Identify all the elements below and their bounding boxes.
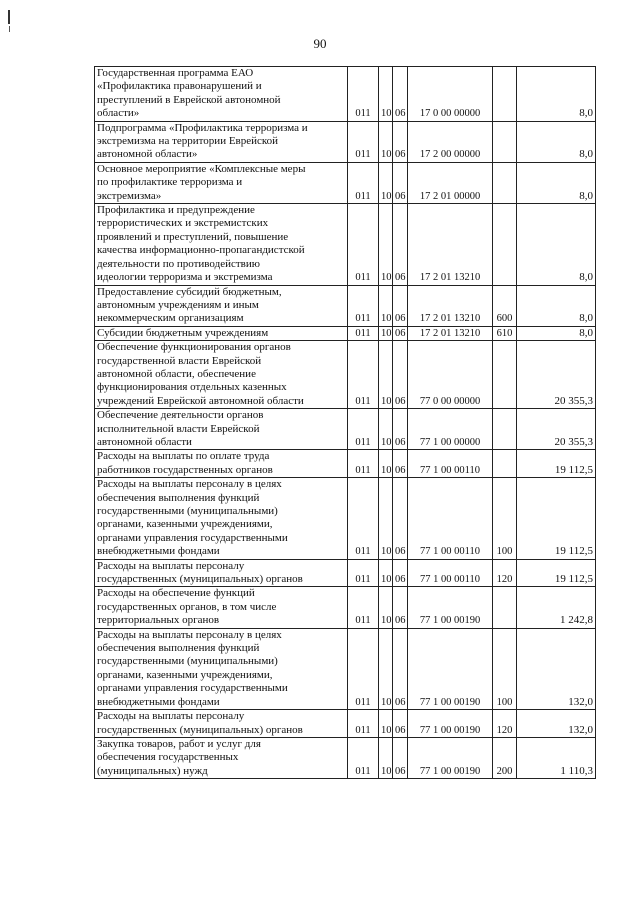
target-article-code: 17 2 00 00000	[408, 121, 493, 162]
row-name-text: Предоставление субсидий бюджетным, автономным учреждениям и иным некоммерческим организациям	[97, 285, 282, 325]
subsection-code: 06	[393, 710, 408, 738]
target-article-code: 77 1 00 00190	[408, 587, 493, 628]
admin-code: 011	[348, 204, 379, 285]
admin-code: 011	[348, 409, 379, 450]
row-name	[95, 628, 348, 709]
table-row	[95, 478, 596, 559]
subsection-code: 06	[393, 559, 408, 587]
target-article-code: 77 1 00 00190	[408, 710, 493, 738]
amount: 132,0	[517, 710, 596, 738]
row-name-text: Расходы на выплаты персоналу в целях обеспечения выполнения функций государственными (муниципальными) органами, казенными учреждениями, органами управления государственными внебюджетными фондами	[97, 478, 288, 558]
amount: 1 110,3	[517, 737, 596, 778]
section-code: 10	[379, 587, 393, 628]
expense-type-code	[493, 409, 517, 450]
expense-type-code	[493, 587, 517, 628]
amount: 8,0	[517, 204, 596, 285]
subsection-code: 06	[393, 587, 408, 628]
admin-code: 011	[348, 67, 379, 122]
admin-code: 011	[348, 737, 379, 778]
row-name	[95, 326, 348, 340]
page-number: 90	[313, 36, 327, 51]
margin-mark	[9, 26, 10, 32]
admin-code: 011	[348, 121, 379, 162]
target-article-code: 77 1 00 00110	[408, 478, 493, 559]
table-row	[95, 409, 596, 450]
row-name	[95, 285, 348, 326]
row-name	[95, 559, 348, 587]
amount: 132,0	[517, 628, 596, 709]
subsection-code: 06	[393, 285, 408, 326]
target-article-code: 77 1 00 00190	[408, 628, 493, 709]
subsection-code: 06	[393, 204, 408, 285]
row-name-text: Обеспечение функционирования органов государственной власти Еврейской автономной области, обеспечение функционирования отдельных казенных учреждений Еврейской автономной области	[97, 341, 304, 407]
expense-type-code: 200	[493, 737, 517, 778]
amount: 20 355,3	[517, 409, 596, 450]
section-code: 10	[379, 737, 393, 778]
expense-type-code	[493, 121, 517, 162]
expense-type-code: 600	[493, 285, 517, 326]
subsection-code: 06	[393, 162, 408, 203]
row-name	[95, 587, 348, 628]
amount: 8,0	[517, 67, 596, 122]
row-name-text: Подпрограмма «Профилактика терроризма и экстремизма на территории Еврейской автономной области»	[97, 121, 308, 161]
row-name-text: Расходы на обеспечение функций государственных органов, в том числе территориальных органов	[97, 587, 277, 627]
row-name-text: Расходы на выплаты персоналу в целях обеспечения выполнения функций государственными (муниципальными) органами, казенными учреждениями, органами управления государственными внебюджетными фондами	[97, 628, 288, 708]
row-name-text: Субсидии бюджетным учреждениям	[97, 326, 269, 339]
section-code: 10	[379, 341, 393, 409]
section-code: 10	[379, 450, 393, 478]
section-code: 10	[379, 204, 393, 285]
target-article-code: 17 0 00 00000	[408, 67, 493, 122]
row-name	[95, 204, 348, 285]
amount: 20 355,3	[517, 341, 596, 409]
expense-type-code: 100	[493, 478, 517, 559]
section-code: 10	[379, 478, 393, 559]
expense-type-code: 120	[493, 559, 517, 587]
expense-type-code: 610	[493, 326, 517, 340]
admin-code: 011	[348, 450, 379, 478]
subsection-code: 06	[393, 478, 408, 559]
section-code: 10	[379, 710, 393, 738]
amount: 1 242,8	[517, 587, 596, 628]
admin-code: 011	[348, 341, 379, 409]
table-row	[95, 67, 596, 122]
amount: 19 112,5	[517, 450, 596, 478]
subsection-code: 06	[393, 121, 408, 162]
target-article-code: 77 1 00 00110	[408, 450, 493, 478]
subsection-code: 06	[393, 326, 408, 340]
row-name	[95, 409, 348, 450]
admin-code: 011	[348, 326, 379, 340]
expense-type-code	[493, 162, 517, 203]
row-name	[95, 162, 348, 203]
admin-code: 011	[348, 628, 379, 709]
table-row	[95, 204, 596, 285]
expense-type-code	[493, 450, 517, 478]
admin-code: 011	[348, 710, 379, 738]
table-row	[95, 628, 596, 709]
row-name-text: Государственная программа ЕАО «Профилактика правонарушений и преступлений в Еврейской автономной области»	[97, 67, 281, 120]
amount: 19 112,5	[517, 478, 596, 559]
admin-code: 011	[348, 285, 379, 326]
section-code: 10	[379, 326, 393, 340]
expense-type-code: 100	[493, 628, 517, 709]
target-article-code: 17 2 01 13210	[408, 285, 493, 326]
table-row	[95, 162, 596, 203]
admin-code: 011	[348, 162, 379, 203]
row-name-text: Расходы на выплаты по оплате труда работников государственных органов	[97, 450, 273, 476]
section-code: 10	[379, 162, 393, 203]
section-code: 10	[379, 67, 393, 122]
row-name	[95, 341, 348, 409]
amount: 8,0	[517, 162, 596, 203]
table-row	[95, 450, 596, 478]
row-name-text: Профилактика и предупреждение террористических и экстремистских проявлений и преступлений, повышение качества информационно-пропагандистской деятельности по противодействию идеологии терроризма и экстремизма	[97, 204, 305, 284]
admin-code: 011	[348, 478, 379, 559]
expense-type-code: 120	[493, 710, 517, 738]
amount: 19 112,5	[517, 559, 596, 587]
target-article-code: 77 1 00 00110	[408, 559, 493, 587]
row-name-text: Обеспечение деятельности органов исполнительной власти Еврейской автономной области	[97, 409, 264, 448]
amount: 8,0	[517, 121, 596, 162]
subsection-code: 06	[393, 409, 408, 450]
section-code: 10	[379, 628, 393, 709]
section-code: 10	[379, 121, 393, 162]
subsection-code: 06	[393, 628, 408, 709]
amount: 8,0	[517, 326, 596, 340]
row-name	[95, 121, 348, 162]
row-name	[95, 67, 348, 122]
subsection-code: 06	[393, 450, 408, 478]
amount: 8,0	[517, 285, 596, 326]
row-name	[95, 737, 348, 778]
section-code: 10	[379, 559, 393, 587]
admin-code: 011	[348, 559, 379, 587]
table-body	[95, 67, 596, 779]
expense-type-code	[493, 341, 517, 409]
row-name-text: Основное мероприятие «Комплексные меры по профилактике терроризма и экстремизма»	[97, 162, 306, 202]
table-row	[95, 121, 596, 162]
margin-mark	[8, 10, 10, 24]
row-name-text: Закупка товаров, работ и услуг для обеспечения государственных (муниципальных) нужд	[97, 737, 261, 777]
row-name	[95, 710, 348, 738]
target-article-code: 17 2 01 00000	[408, 162, 493, 203]
target-article-code: 77 0 00 00000	[408, 341, 493, 409]
table-row	[95, 326, 596, 340]
row-name-text: Расходы на выплаты персоналу государственных (муниципальных) органов	[97, 559, 303, 586]
row-name-text: Расходы на выплаты персоналу государственных (муниципальных) органов	[97, 710, 303, 736]
target-article-code: 77 1 00 00000	[408, 409, 493, 450]
table-row	[95, 737, 596, 778]
table-row	[95, 559, 596, 587]
section-code: 10	[379, 409, 393, 450]
target-article-code: 17 2 01 13210	[408, 326, 493, 340]
subsection-code: 06	[393, 341, 408, 409]
target-article-code: 17 2 01 13210	[408, 204, 493, 285]
target-article-code: 77 1 00 00190	[408, 737, 493, 778]
row-name	[95, 450, 348, 478]
admin-code: 011	[348, 587, 379, 628]
expense-type-code	[493, 67, 517, 122]
row-name	[95, 478, 348, 559]
subsection-code: 06	[393, 737, 408, 778]
section-code: 10	[379, 285, 393, 326]
table-row	[95, 285, 596, 326]
budget-table	[94, 66, 596, 779]
table-row	[95, 341, 596, 409]
table-row	[95, 587, 596, 628]
table-row	[95, 710, 596, 738]
subsection-code: 06	[393, 67, 408, 122]
expense-type-code	[493, 204, 517, 285]
